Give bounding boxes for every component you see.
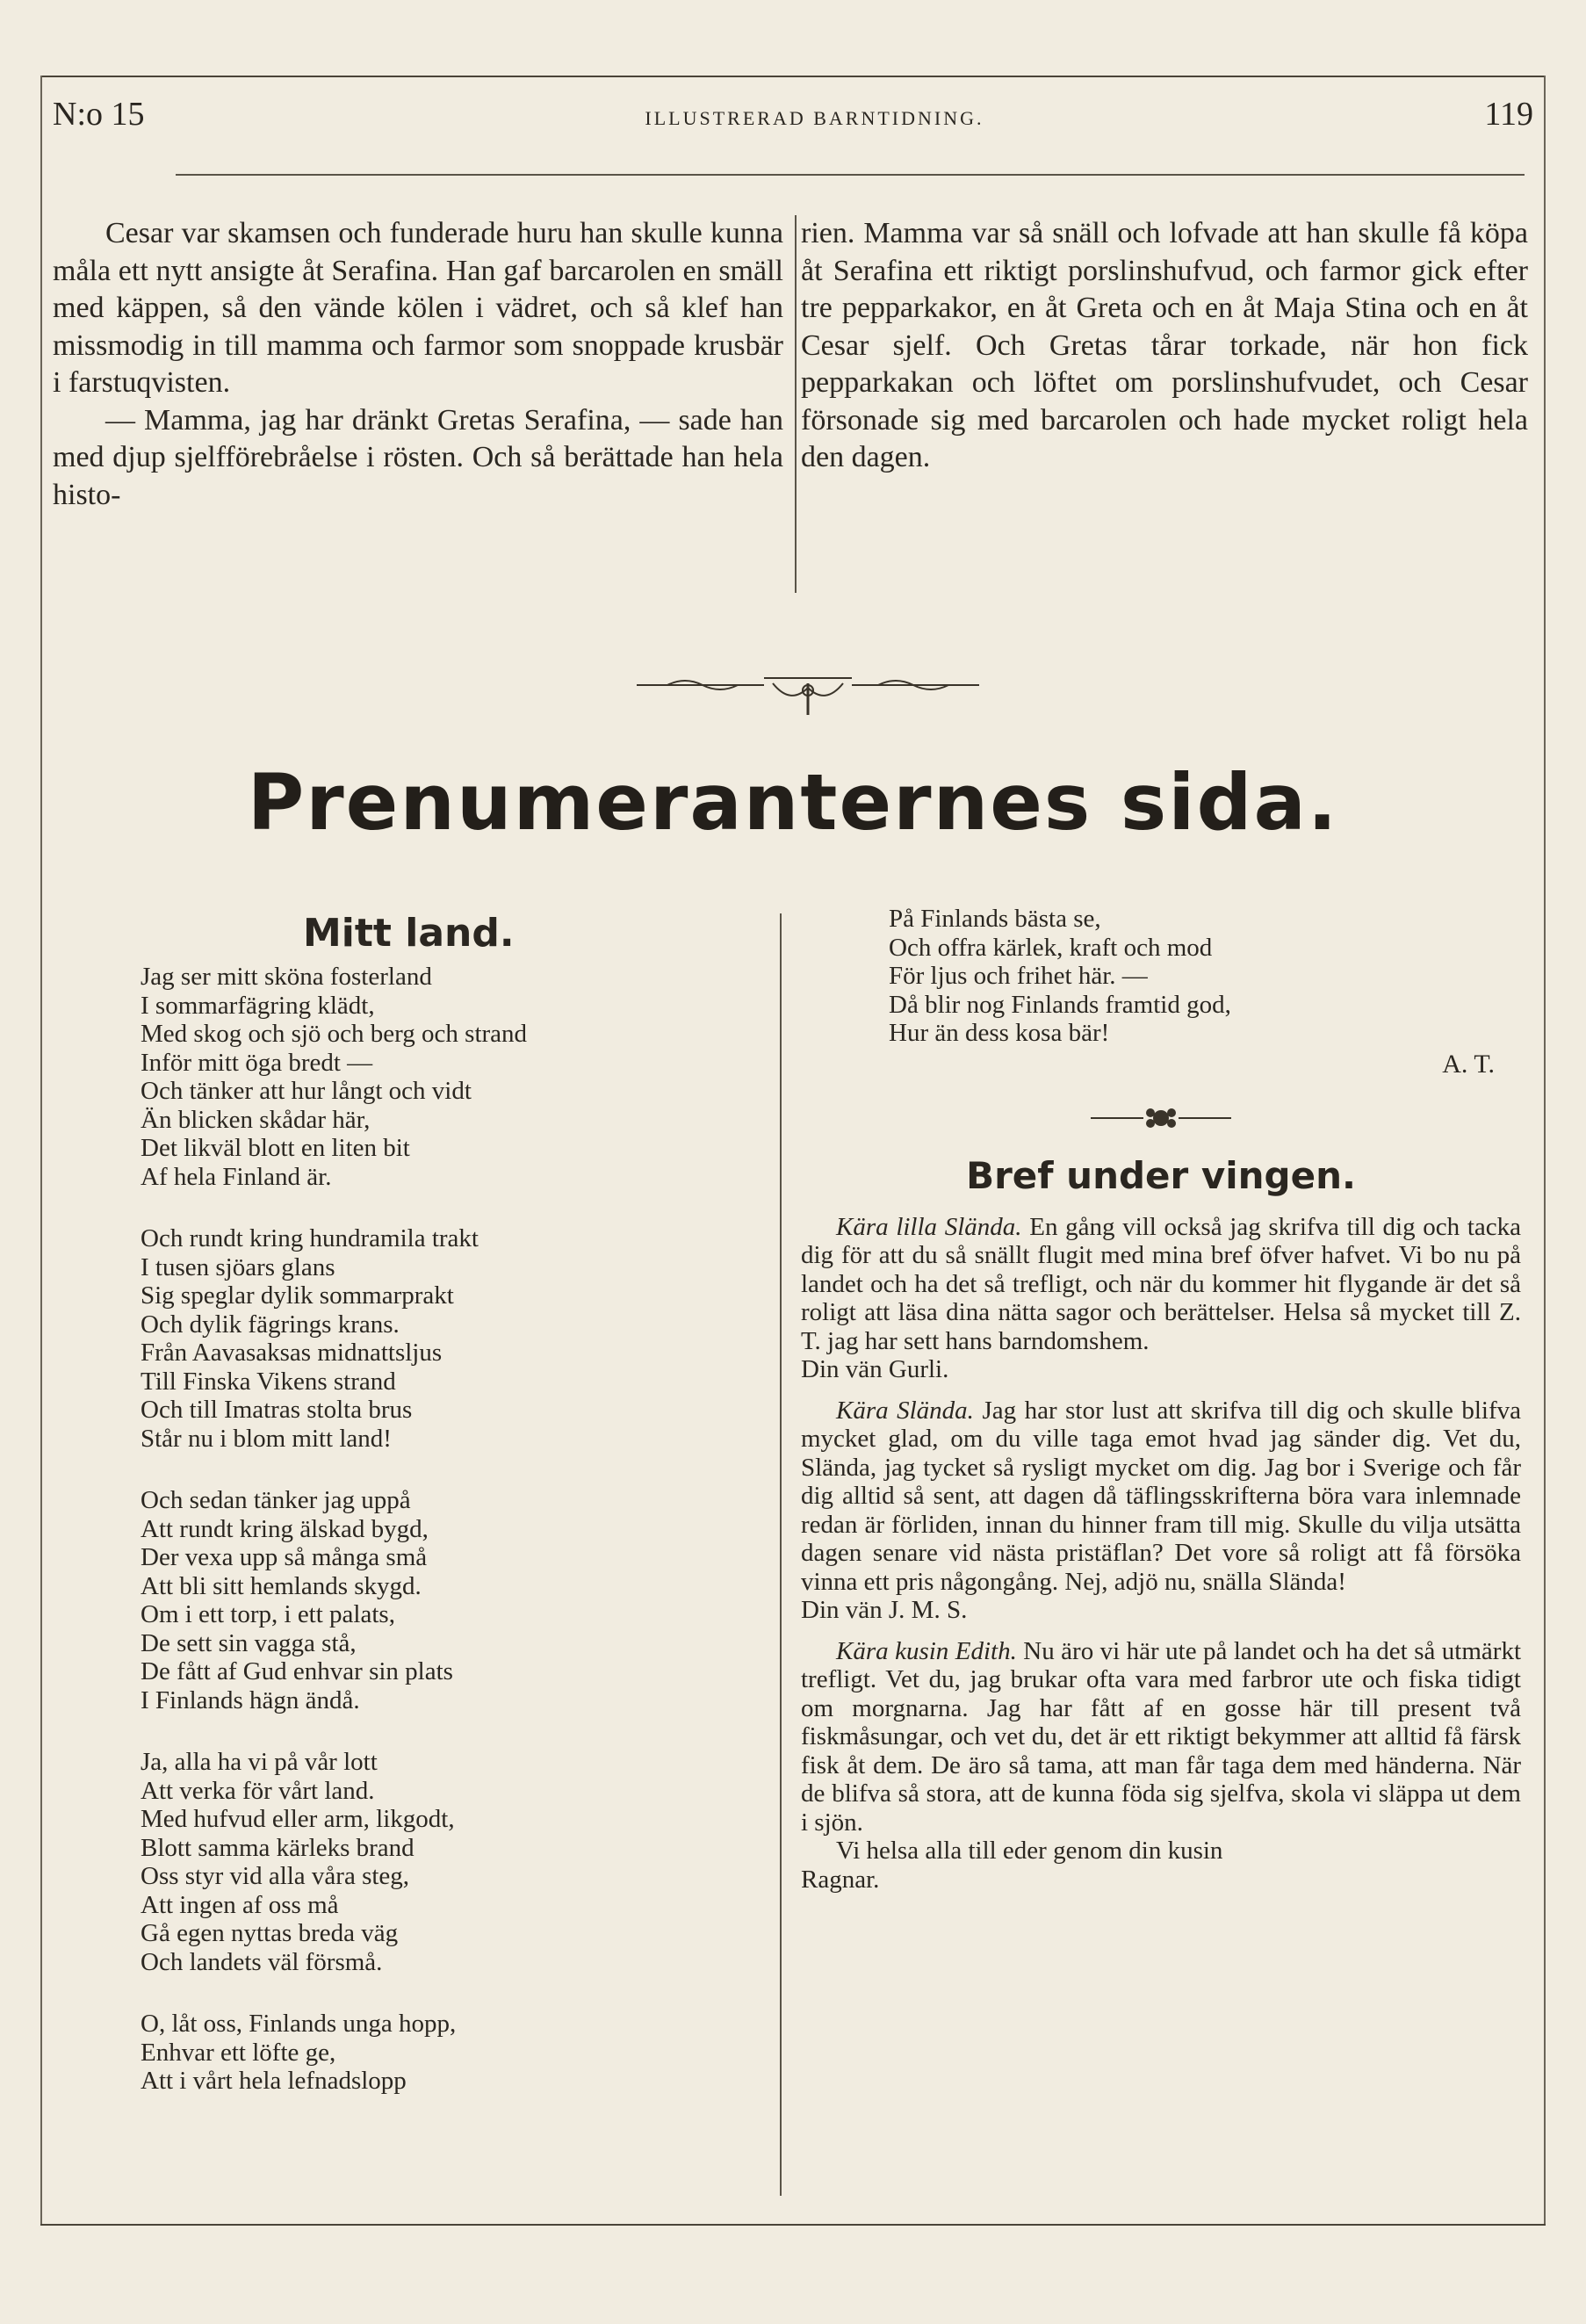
poem-line: Sig speglar dylik sommarprakt xyxy=(141,1281,454,1310)
poem-line: Att i vårt hela lefnadslopp xyxy=(141,2067,407,2095)
letter-gurli xyxy=(801,1213,1521,1384)
poem-line: Af hela Finland är. xyxy=(141,1162,332,1191)
poem-line: Och rundt kring hundramila trakt xyxy=(141,1224,479,1252)
poem-signature: A. T. xyxy=(1442,1049,1495,1079)
poem-line: Att verka för vårt land. xyxy=(141,1776,375,1805)
poem-line: I sommarfägring klädt, xyxy=(141,991,375,1020)
poem-line: Och till Imatras stolta brus xyxy=(141,1396,413,1424)
poem-stanza xyxy=(141,963,773,1191)
poem-line: Med skog och sjö och berg och strand xyxy=(141,1020,528,1048)
poem-line: Och tänker att hur långt och vidt xyxy=(141,1077,472,1105)
poem-line: De sett sin vagga stå, xyxy=(141,1628,357,1657)
story-paragraph: Cesar var skamsen och funderade huru han skulle kunna måla ett nytt ansigte åt Serafina. Han gaf barcarolen en smäll med käppen, så den vände kölen i vädret, och så klef han missmodig in till mamma och farmor som snoppade krusbär i farstuqvisten. xyxy=(53,217,783,399)
page-frame-left xyxy=(40,76,42,2224)
letter-signature: Ragnar. xyxy=(801,1865,880,1894)
letter-body: Kära Slända. Jag har stor lust att skrifva till dig och skulle blifva mycket glad, om du ville taga emot hvad jag sänder dig. Vet du, Slända, jag tycket så rysligt mycket om dig. Jag bor i Sverige och får dig alltid så sent, att dagen då täflingsskrifterna böra vara inlemnade redan är förliden, innan du hinner fram till mig. Skulle du vilja utsätta dagen senare vid nästa pristäflan? Det vore så roligt att få försöka vinna ett pris någongång. Nej, adjö nu, snälla Slända! xyxy=(801,1396,1522,1596)
poem-line: De fått af Gud enhvar sin plats xyxy=(141,1657,453,1685)
letter-signature: Din vän J. M. S. xyxy=(801,1596,968,1624)
poem-stanza xyxy=(141,1748,773,1976)
letter-salutation: Kära Slända. xyxy=(836,1396,974,1425)
poem-line: Till Finska Vikens strand xyxy=(141,1367,396,1396)
poem-line: Oss styr vid alla våra steg, xyxy=(141,1862,410,1890)
poem-line: Står nu i blom mitt land! xyxy=(141,1424,392,1453)
poem-line: Och landets väl försmå. xyxy=(141,1947,383,1976)
page-number: 119 xyxy=(1484,96,1533,133)
letter-signature: Din vän Gurli. xyxy=(801,1355,949,1383)
poem-line: Att bli sitt hemlands skygd. xyxy=(141,1571,422,1600)
ornament-divider xyxy=(632,657,984,718)
publication-title: ILLUSTRERAD BARNTIDNING. xyxy=(645,107,984,129)
poem-line: Ja, alla ha vi på vår lott xyxy=(141,1748,378,1776)
poem-line: Gå egen nyttas breda väg xyxy=(141,1919,399,1947)
letters-section-title: Bref under vingen. xyxy=(966,1153,1356,1197)
column-divider xyxy=(780,913,782,2196)
poem-line: På Finlands bästa se, xyxy=(889,905,1101,933)
poem-stanza xyxy=(141,2010,773,2096)
running-header xyxy=(53,95,1533,139)
section-title: Prenumeranternes sida. xyxy=(247,757,1339,848)
poem-line: Från Aavasaksas midnattsljus xyxy=(141,1339,443,1367)
poem-line: Blott samma kärleks brand xyxy=(141,1833,415,1862)
small-ornament-divider xyxy=(801,1092,1521,1144)
poem-stanza xyxy=(141,1486,773,1714)
letter-body: Kära kusin Edith. Nu äro vi här ute på landet och ha det så utmärkt trefligt. Vet du, jag brukar ofta vara med farbror ute och fiska tidigt om morgnarna. Jag har fått af en gosse här till present två fiskmåsungar, och vet du, det är ett riktigt bekymmer att alltid få färsk fisk åt dem. De äro så tama, att man får taga dem med händerna. När de blifva så stora, att de kunna föda sig sjelfva, skola vi släppa ut dem i sjön. xyxy=(801,1636,1521,1837)
poem-line: För ljus och frihet här. — xyxy=(889,962,1148,990)
poem-line: Att ingen af oss må xyxy=(141,1890,339,1919)
poem-line: Hur än dess kosa bär! xyxy=(889,1019,1110,1047)
story-paragraph: rien. Mamma var så snäll och lofvade att han skulle få köpa åt Serafina ett riktigt porslinshufvud, och farmor gick efter tre pepparkakor, en åt Greta och en åt Maja Stina och en åt Cesar sjelf. Och Gretas tårar torkade, när hon fick pepparkakan och löftet om porslinshufvudet, och Cesar försonade sig med barcarolen och hade mycket roligt hela den dagen. xyxy=(801,217,1528,473)
letter-body: Kära lilla Slända. En gång vill också jag skrifva till dig och tacka dig för att du så snällt flugit med mina bref öfver hafvet. Vi bo nu på landet och ha det så trefligt, och när du kommer hit flygande är det så roligt att läsa dina nätta sagor och berättelser. Helsa så mycket till Z. T. jag har sett hans barndomshem. xyxy=(801,1212,1521,1355)
poem xyxy=(141,905,773,2129)
column-divider xyxy=(795,215,797,593)
poem-stanza xyxy=(141,1224,773,1453)
poem-line: Om i ett torp, i ett palats, xyxy=(141,1600,395,1628)
story-column-right xyxy=(801,215,1528,602)
poem-line: Inför mitt öga bredt — xyxy=(141,1048,373,1077)
story-column-left xyxy=(53,215,783,602)
poem-line: Och dylik fägrings krans. xyxy=(141,1310,400,1339)
poem-line: I Finlands hägn ändå. xyxy=(141,1685,360,1714)
letter-closing: Vi helsa alla till eder genom din kusin xyxy=(836,1837,1223,1865)
story-paragraph: — Mamma, jag har dränkt Gretas Serafina, — sade han med djup sjelfförebråelse i rösten. Och så berättade han hela histo- xyxy=(53,403,783,511)
poem-line: Der vexa upp så många små xyxy=(141,1543,428,1571)
letter-ragnar xyxy=(801,1637,1521,1895)
letter-salutation: Kära kusin Edith. xyxy=(836,1636,1017,1665)
issue-number: N:o 15 xyxy=(53,96,145,133)
letter-jms xyxy=(801,1397,1521,1625)
header-rule xyxy=(176,174,1525,176)
poem-continuation xyxy=(889,905,1521,1048)
poem-line: Att rundt kring älskad bygd, xyxy=(141,1514,429,1543)
poem-title: Mitt land. xyxy=(303,911,515,956)
poem-line: Än blicken skådar här, xyxy=(141,1105,371,1134)
page-frame-top xyxy=(40,76,1546,77)
poem-line: I tusen sjöars glans xyxy=(141,1252,335,1281)
poem-line: Och offra kärlek, kraft och mod xyxy=(889,933,1213,962)
poem-line: Jag ser mitt sköna fosterland xyxy=(141,963,432,991)
poem-line: Och sedan tänker jag uppå xyxy=(141,1486,411,1514)
poem-line: Med hufvud eller arm, likgodt, xyxy=(141,1805,455,1833)
poem-line: Då blir nog Finlands framtid god, xyxy=(889,990,1231,1019)
poem-line: Det likväl blott en liten bit xyxy=(141,1134,410,1162)
page-frame-right xyxy=(1544,76,1546,2224)
poem-line: Enhvar ett löfte ge, xyxy=(141,2038,336,2067)
poem-line: O, låt oss, Finlands unga hopp, xyxy=(141,2010,457,2038)
right-column xyxy=(801,905,1521,1906)
page-frame-bottom xyxy=(40,2224,1546,2226)
letter-salutation: Kära lilla Slända. xyxy=(836,1212,1022,1241)
